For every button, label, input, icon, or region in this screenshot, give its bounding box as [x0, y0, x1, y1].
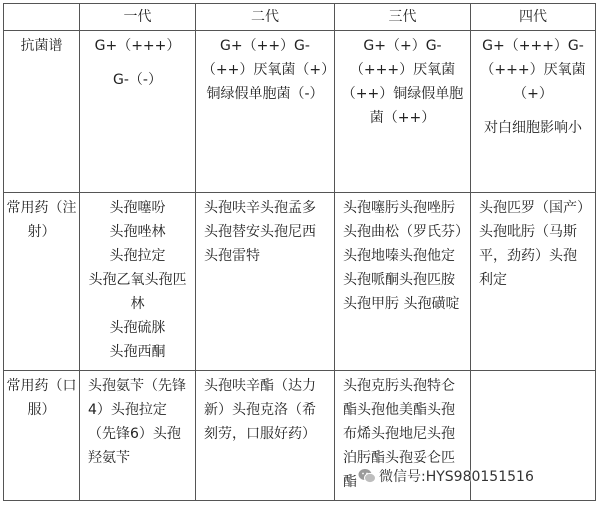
cell-spectrum-gen1 — [80, 31, 196, 193]
header-cell-empty — [4, 4, 80, 31]
drug-item: 头孢噻吩 — [109, 200, 166, 216]
cell-injection-gen4: 头孢匹罗（国产）头孢吡肟（马斯平，劲药）头孢利定 — [471, 193, 596, 371]
cell-line: G+（+++） — [94, 38, 181, 54]
cephalosporin-table — [3, 3, 596, 501]
cell-spectrum-gen4 — [471, 31, 596, 193]
header-gen3: 三代 — [335, 4, 471, 31]
header-gen4: 四代 — [471, 4, 596, 31]
cell-oral-gen2: 头孢呋辛酯（达力新）头孢克洛（希刻劳，口服好药） — [196, 371, 335, 501]
table-row-injection — [4, 193, 596, 371]
cell-spectrum-gen3: G+（+）G-（+++）厌氧菌（++）铜绿假单胞菌（++） — [335, 31, 471, 193]
cell-injection-gen2: 头孢呋辛头孢孟多头孢替安头孢尼西头孢雷特 — [196, 193, 335, 371]
header-row — [4, 4, 596, 31]
wechat-icon — [358, 468, 376, 484]
cell-oral-gen3: 头孢克肟头孢特仑酯头孢他美酯头孢布烯头孢地尼头孢泊肟酯头孢妥仑匹酯 — [335, 371, 471, 501]
cell-line: G+（+++）G-（+++）厌氧菌（+） — [480, 38, 586, 102]
header-gen2: 二代 — [196, 4, 335, 31]
row-label-oral: 常用药（口服） — [4, 371, 80, 501]
cell-line: 对白细胞影响小 — [484, 120, 582, 136]
row-label-injection: 常用药（注射） — [4, 193, 80, 371]
header-gen1: 一代 — [80, 4, 196, 31]
watermark-text: 微信号:HYS980151516 — [379, 469, 534, 485]
cell-oral-gen1: 头孢氨苄（先锋4）头孢拉定（先锋6）头孢羟氨苄 — [80, 371, 196, 501]
cell-injection-gen3: 头孢噻肟头孢唑肟头孢曲松（罗氏芬）头孢地嗪头孢他定头孢哌酮头孢匹胺头孢甲肟 头孢磺啶 — [335, 193, 471, 371]
drug-item: 头孢唑林 — [109, 224, 166, 240]
cell-injection-gen1 — [80, 193, 196, 371]
cell-spectrum-gen2: G+（++）G-（++）厌氧菌（+）铜绿假单胞菌（-） — [196, 31, 335, 193]
drug-item: 头孢拉定 — [109, 248, 166, 264]
row-label-spectrum: 抗菌谱 — [4, 31, 80, 193]
cell-line: G-（-） — [113, 72, 162, 88]
wechat-watermark — [358, 465, 598, 489]
drug-item: 头孢硫脒 — [109, 320, 166, 336]
drug-item: 头孢西酮 — [109, 344, 166, 360]
drug-item: 头孢乙氧头孢匹林 — [88, 272, 187, 312]
table-row-spectrum — [4, 31, 596, 193]
